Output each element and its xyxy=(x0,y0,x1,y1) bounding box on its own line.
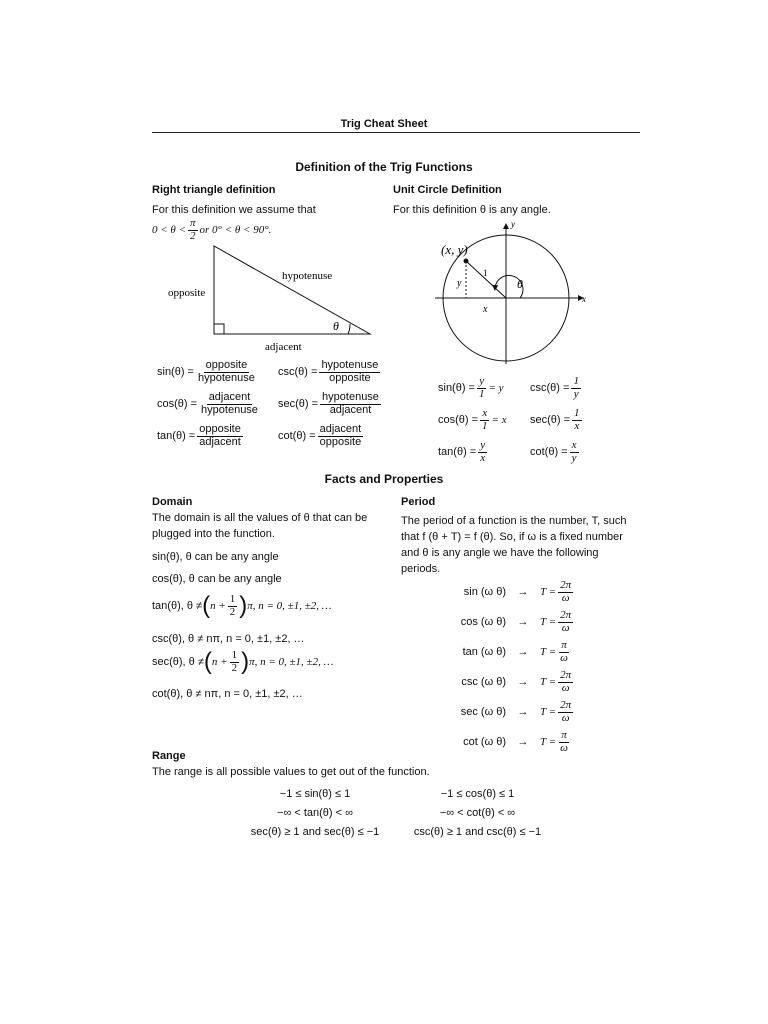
formula-tan-uc xyxy=(438,440,489,464)
unit-circle-diagram xyxy=(425,218,595,368)
tan-uc-den: x xyxy=(480,451,486,464)
formula-sec-rt xyxy=(278,392,383,416)
period-num: 2π xyxy=(560,669,572,681)
tan-rt-den: adjacent xyxy=(199,435,241,448)
csc-rt-num: hypotenuse xyxy=(321,359,379,371)
period-fn: csc (ω θ) xyxy=(461,676,506,689)
sec-uc-fraction xyxy=(572,408,582,432)
sin-uc-den: 1 xyxy=(479,387,485,400)
period-fn: cot (ω θ) xyxy=(463,736,506,749)
cot-uc-name: cot(θ) = xyxy=(530,446,568,459)
triangle-shape xyxy=(214,246,370,334)
sec-rt-fraction xyxy=(320,392,381,416)
period-arrow: → xyxy=(517,736,529,749)
domain-tan xyxy=(152,594,332,618)
domain-sec-paren-open: ( xyxy=(203,648,212,676)
label-opposite: opposite xyxy=(168,287,206,299)
tan-uc-num: y xyxy=(480,439,486,451)
domain-sec-paren-close: ) xyxy=(241,648,250,676)
domain-intro-1: The domain is all the values of θ that can be xyxy=(152,512,368,524)
cot-rt-den: opposite xyxy=(319,435,362,448)
cos-uc-fraction xyxy=(480,408,490,432)
period-fn: sec (ω θ) xyxy=(460,706,506,719)
sec-uc-num: 1 xyxy=(574,407,580,419)
right-triangle-diagram xyxy=(160,238,380,356)
period-den: ω xyxy=(560,651,568,664)
sec-rt-num: hypotenuse xyxy=(322,391,379,403)
domain-sec-half-den: 2 xyxy=(231,661,238,674)
range-intro: The range is all possible values to get out of the function. xyxy=(152,766,430,778)
label-theta: θ xyxy=(333,319,339,333)
formula-sin-uc xyxy=(438,376,504,400)
domain-tan-paren-close: ) xyxy=(239,592,248,620)
period-fn: sin (ω θ) xyxy=(463,586,506,599)
formula-csc-uc xyxy=(530,376,583,400)
cos-rt-fraction xyxy=(199,392,260,416)
cot-rt-num: adjacent xyxy=(319,423,362,435)
cot-rt-fraction xyxy=(318,424,364,448)
period-intro-1: The period of a function is the number, T, such xyxy=(401,515,627,527)
header-rule xyxy=(152,132,640,133)
cos-rt-den: hypotenuse xyxy=(201,403,258,416)
range-title: Range xyxy=(152,750,186,762)
period-arrow: → xyxy=(517,676,529,689)
sin-rt-name: sin(θ) = xyxy=(157,366,194,379)
domain-sec xyxy=(152,650,333,674)
tan-uc-fraction xyxy=(478,440,487,464)
sin-uc-fraction xyxy=(477,376,487,400)
cos-uc-den: 1 xyxy=(482,419,488,432)
csc-rt-name: csc(θ) = xyxy=(278,366,318,379)
domain-tan-a: tan(θ), θ ≠ xyxy=(152,600,203,613)
period-t-eq: T = xyxy=(540,646,557,659)
cos-uc-name: cos(θ) = xyxy=(438,414,479,427)
period-den: ω xyxy=(561,711,570,724)
period-t-eq: T = xyxy=(540,706,557,719)
period-num: π xyxy=(561,729,567,741)
pi-over-two-den: 2 xyxy=(190,229,196,242)
domain-csc: csc(θ), θ ≠ nπ, n = 0, ±1, ±2, … xyxy=(152,633,305,645)
pi-over-two-num: π xyxy=(190,217,196,229)
sec-uc-name: sec(θ) = xyxy=(530,414,571,427)
csc-uc-den: y xyxy=(573,387,579,400)
period-den: ω xyxy=(561,591,570,604)
period-row-sin xyxy=(444,580,575,604)
formula-cot-rt xyxy=(278,424,365,448)
domain-sec-b: π, n = 0, ±1, ±2, … xyxy=(249,656,334,669)
cos-rt-name: cos(θ) = xyxy=(157,398,198,411)
csc-uc-name: csc(θ) = xyxy=(530,382,570,395)
right-triangle-title: Right triangle definition xyxy=(152,184,276,196)
period-fn: tan (ω θ) xyxy=(462,646,506,659)
right-angle-marker xyxy=(214,324,224,334)
period-arrow: → xyxy=(517,586,529,599)
cos-uc-eq: = x xyxy=(491,414,507,427)
definitions-heading: Definition of the Trig Functions xyxy=(295,160,473,174)
sin-rt-num: opposite xyxy=(205,359,248,371)
period-den: ω xyxy=(561,621,570,634)
cot-uc-num: x xyxy=(571,439,577,451)
sin-uc-num: y xyxy=(479,375,485,387)
period-fraction xyxy=(558,580,573,604)
point-xy xyxy=(464,259,469,264)
sin-uc-eq: = y xyxy=(488,382,504,395)
page-title: Trig Cheat Sheet xyxy=(340,118,428,130)
radius-line xyxy=(466,261,506,298)
period-arrow: → xyxy=(517,616,529,629)
range-sin: −1 ≤ sin(θ) ≤ 1 xyxy=(279,788,351,800)
period-t-eq: T = xyxy=(540,736,557,749)
cot-uc-fraction xyxy=(570,440,579,464)
domain-sec-half-num: 1 xyxy=(231,649,238,661)
period-fraction xyxy=(558,640,570,664)
sin-uc-name: sin(θ) = xyxy=(438,382,475,395)
right-triangle-intro: For this definition we assume that xyxy=(152,204,316,216)
domain-intro-2: plugged into the function. xyxy=(152,528,275,540)
period-intro-2: that f (θ + T) = f (θ). So, if ω is a fixed number xyxy=(401,531,623,543)
sec-rt-den: adjacent xyxy=(329,403,372,416)
label-hypotenuse: hypotenuse xyxy=(282,270,333,282)
label-x-segment: x xyxy=(483,304,488,315)
period-den: ω xyxy=(560,741,568,754)
period-num: 2π xyxy=(560,609,572,621)
period-num: π xyxy=(561,639,567,651)
csc-uc-fraction xyxy=(571,376,581,400)
csc-rt-den: opposite xyxy=(329,371,371,384)
sin-rt-den: hypotenuse xyxy=(198,371,255,384)
formula-csc-rt xyxy=(278,360,382,384)
cos-rt-num: adjacent xyxy=(208,391,251,403)
range-cos: −1 ≤ cos(θ) ≤ 1 xyxy=(440,788,515,800)
formula-tan-rt xyxy=(157,424,245,448)
label-x-axis: x xyxy=(582,294,586,304)
formula-cot-uc xyxy=(530,440,581,464)
angle-condition-b: or 0° < θ < 90°. xyxy=(199,224,272,237)
domain-tan-paren-open: ( xyxy=(202,592,211,620)
period-row-sec xyxy=(444,700,575,724)
facts-heading: Facts and Properties xyxy=(324,472,444,486)
period-t-eq: T = xyxy=(540,676,557,689)
sec-rt-name: sec(θ) = xyxy=(278,398,319,411)
period-row-cot xyxy=(444,730,572,754)
sin-rt-fraction xyxy=(196,360,257,384)
unit-circle-title: Unit Circle Definition xyxy=(393,184,502,196)
formula-cos-uc xyxy=(438,408,507,432)
theta-arc xyxy=(348,324,350,334)
tan-rt-num: opposite xyxy=(199,423,241,435)
domain-cos: cos(θ), θ can be any angle xyxy=(152,573,282,585)
sec-uc-den: x xyxy=(574,419,580,432)
period-row-tan xyxy=(444,640,572,664)
label-y-axis: y xyxy=(511,219,515,229)
range-tan: −∞ < tan(θ) < ∞ xyxy=(277,807,353,819)
period-fraction xyxy=(558,670,573,694)
csc-rt-fraction xyxy=(319,360,380,384)
formula-sin-rt xyxy=(157,360,259,384)
period-intro-3: and θ is any angle we have the following xyxy=(401,547,599,559)
tan-rt-fraction xyxy=(197,424,243,448)
formula-sec-uc xyxy=(530,408,584,432)
label-y-segment: y xyxy=(457,278,462,289)
label-circle-theta: θ xyxy=(517,277,523,291)
domain-sec-n: n + xyxy=(211,656,228,669)
cos-uc-num: x xyxy=(482,407,488,419)
formula-cos-rt xyxy=(157,392,262,416)
period-den: ω xyxy=(561,681,570,694)
cot-rt-name: cot(θ) = xyxy=(278,430,316,443)
domain-tan-b: π, n = 0, ±1, ±2, … xyxy=(247,600,332,613)
angle-condition-a: 0 < θ < xyxy=(152,224,186,237)
cot-uc-den: y xyxy=(571,451,577,464)
period-t-eq: T = xyxy=(540,586,557,599)
domain-tan-half-num: 1 xyxy=(229,593,236,605)
period-arrow: → xyxy=(517,706,529,719)
tan-rt-name: tan(θ) = xyxy=(157,430,196,443)
period-num: 2π xyxy=(560,579,572,591)
range-csc: csc(θ) ≥ 1 and csc(θ) ≤ −1 xyxy=(413,826,542,838)
domain-sec-half xyxy=(230,650,240,674)
range-sec: sec(θ) ≥ 1 and sec(θ) ≤ −1 xyxy=(250,826,380,838)
label-adjacent: adjacent xyxy=(265,341,302,353)
period-fraction xyxy=(558,730,570,754)
period-title: Period xyxy=(401,496,436,508)
period-t-eq: T = xyxy=(540,616,557,629)
domain-sec-a: sec(θ), θ ≠ xyxy=(152,656,204,669)
domain-tan-half-den: 2 xyxy=(229,605,236,618)
unit-circle-intro: For this definition θ is any angle. xyxy=(393,204,551,216)
period-intro-4: periods. xyxy=(401,563,441,575)
domain-tan-n: n + xyxy=(210,600,226,613)
domain-tan-half xyxy=(228,594,238,618)
range-cot: −∞ < cot(θ) < ∞ xyxy=(439,807,516,819)
period-fraction xyxy=(558,700,573,724)
label-radius-one: 1 xyxy=(483,268,488,278)
domain-cot: cot(θ), θ ≠ nπ, n = 0, ±1, ±2, … xyxy=(152,688,303,700)
label-point: (x, y) xyxy=(441,242,468,257)
domain-title: Domain xyxy=(152,496,193,508)
period-arrow: → xyxy=(517,646,529,659)
period-fn: cos (ω θ) xyxy=(460,616,506,629)
period-row-csc xyxy=(444,670,575,694)
period-fraction xyxy=(558,610,573,634)
period-num: 2π xyxy=(560,699,572,711)
period-row-cos xyxy=(444,610,575,634)
domain-sin: sin(θ), θ can be any angle xyxy=(152,551,279,563)
tan-uc-name: tan(θ) = xyxy=(438,446,477,459)
csc-uc-num: 1 xyxy=(573,375,579,387)
